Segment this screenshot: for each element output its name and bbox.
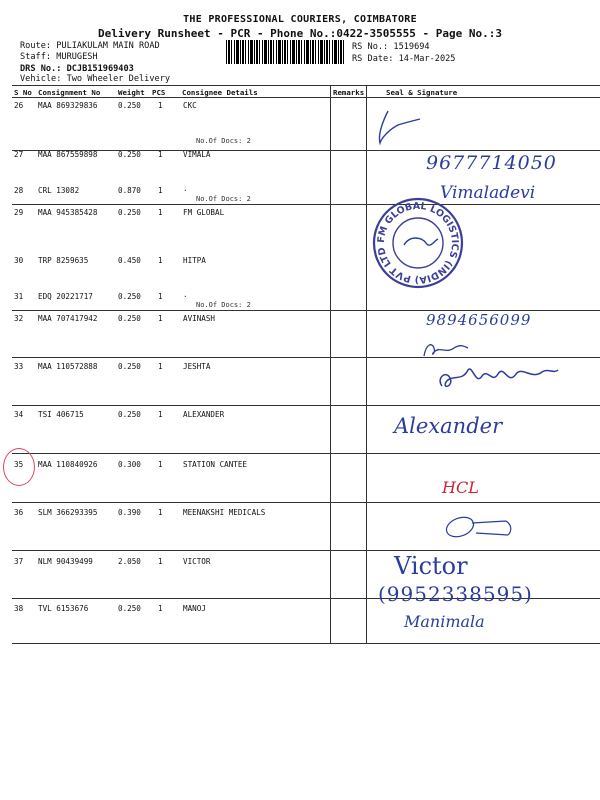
signature-jeshta <box>432 356 562 396</box>
signature-ckc <box>368 105 428 149</box>
row-consignee: VICTOR <box>183 557 211 566</box>
row-weight: 0.250 <box>118 150 141 159</box>
row-consignee: JESHTA <box>183 362 211 371</box>
col-consignee: Consignee Details <box>182 88 258 97</box>
row-sno: 30 <box>14 256 24 265</box>
company-title: THE PROFESSIONAL COURIERS, COIMBATORE <box>183 14 417 25</box>
drs-number: DRS No.: DCJB151969403 <box>20 64 134 74</box>
docs-count: No.Of Docs: 2 <box>196 195 251 203</box>
rs-number: RS No.: 1519694 <box>352 42 430 52</box>
row-consignment-no: SLM 366293395 <box>38 508 98 517</box>
row-weight: 0.870 <box>118 186 141 195</box>
row-consignment-no: TRP 8259635 <box>38 256 89 265</box>
row-weight: 0.250 <box>118 314 141 323</box>
row-consignment-no: MAA 707417942 <box>38 314 98 323</box>
row-weight: 0.250 <box>118 101 141 110</box>
staff-label: Staff: MURUGESH <box>20 52 98 62</box>
signature-meenakshi <box>436 505 516 550</box>
row-consignee: VIMALA <box>183 150 211 159</box>
col-weight: Weight <box>118 88 145 97</box>
row-consignee: . <box>183 290 188 299</box>
row-consignment-no: MAA 110840926 <box>38 460 98 469</box>
row-pcs: 1 <box>158 557 163 566</box>
row-separator <box>12 204 600 205</box>
runsheet-subtitle: Delivery Runsheet - PCR - Phone No.:0422-3505555 - Page No.:3 <box>98 27 502 40</box>
remarks-left-border <box>330 85 331 644</box>
row-separator <box>12 502 600 503</box>
col-remarks: Remarks <box>333 88 365 97</box>
vehicle-label: Vehicle: Two Wheeler Delivery <box>20 74 171 84</box>
row-sno: 32 <box>14 314 24 323</box>
row-pcs: 1 <box>158 186 163 195</box>
barcode-image <box>226 40 344 64</box>
row-weight: 0.390 <box>118 508 141 517</box>
row-sno: 27 <box>14 150 24 159</box>
row-weight: 0.300 <box>118 460 141 469</box>
row-consignment-no: MAA 945385428 <box>38 208 98 217</box>
row-consignee: ALEXANDER <box>183 410 225 419</box>
row-weight: 0.250 <box>118 208 141 217</box>
handwritten-phone-victor: (9952338595) <box>378 582 533 606</box>
docs-count: No.Of Docs: 2 <box>196 137 251 145</box>
row-weight: 0.250 <box>118 292 141 301</box>
row-separator <box>12 150 600 151</box>
handwritten-signature-alexander: Alexander <box>394 414 503 438</box>
row-pcs: 1 <box>158 256 163 265</box>
route-label: Route: PULIAKULAM MAIN ROAD <box>20 41 160 51</box>
row-consignment-no: MAA 867559898 <box>38 150 98 159</box>
table-top-border <box>12 85 600 86</box>
row-sno: 28 <box>14 186 24 195</box>
row-consignment-no: NLM 90439499 <box>38 557 93 566</box>
docs-count: No.Of Docs: 2 <box>196 301 251 309</box>
row-pcs: 1 <box>158 410 163 419</box>
row-pcs: 1 <box>158 460 163 469</box>
row-pcs: 1 <box>158 208 163 217</box>
row-pcs: 1 <box>158 508 163 517</box>
handwritten-signature-manoj: Manimala <box>404 612 485 631</box>
row-sno: 29 <box>14 208 24 217</box>
svg-text:FM GLOBAL LOGISTICS (INDIA) PV: FM GLOBAL LOGISTICS (INDIA) PVT LTD <box>375 200 461 286</box>
row-pcs: 1 <box>158 314 163 323</box>
row-consignment-no: EDQ 20221717 <box>38 292 93 301</box>
row-separator <box>12 453 600 454</box>
row-weight: 0.250 <box>118 362 141 371</box>
col-consignment: Consignment No <box>38 88 101 97</box>
row-consignee: STATION CANTEE <box>183 460 248 469</box>
handwritten-signature-victor: Victor <box>394 552 468 580</box>
row-consignee: MANOJ <box>183 604 206 613</box>
row-consignment-no: MAA 110572888 <box>38 362 98 371</box>
rs-date: RS Date: 14-Mar-2025 <box>352 54 456 64</box>
row-weight: 2.050 <box>118 557 141 566</box>
handwritten-phone-vimala: 9677714050 <box>426 152 557 174</box>
row-consignment-no: CRL 13082 <box>38 186 80 195</box>
col-sno: S No <box>14 88 32 97</box>
row-pcs: 1 <box>158 604 163 613</box>
row-pcs: 1 <box>158 292 163 301</box>
row-sno: 35 <box>14 460 24 469</box>
handwritten-hcl-mark: HCL <box>442 478 479 497</box>
row-sno: 37 <box>14 557 24 566</box>
row-pcs: 1 <box>158 362 163 371</box>
row-pcs: 1 <box>158 150 163 159</box>
row-sno: 36 <box>14 508 24 517</box>
row-consignee: . <box>183 184 188 193</box>
row-sno: 38 <box>14 604 24 613</box>
row-consignment-no: MAA 869329836 <box>38 101 98 110</box>
row-pcs: 1 <box>158 101 163 110</box>
row-consignee: FM GLOBAL <box>183 208 225 217</box>
row-weight: 0.450 <box>118 256 141 265</box>
handwritten-signature-vimala: Vimaladevi <box>440 183 536 203</box>
row-sno: 34 <box>14 410 24 419</box>
row-consignment-no: TVL 6153676 <box>38 604 89 613</box>
row-sno: 26 <box>14 101 24 110</box>
row-separator <box>12 405 600 406</box>
row-consignee: MEENAKSHI MEDICALS <box>183 508 266 517</box>
row-consignee: AVINASH <box>183 314 216 323</box>
row-weight: 0.250 <box>118 410 141 419</box>
header-bottom-border <box>12 97 600 98</box>
table-bottom-border <box>12 643 600 644</box>
row-consignee: CKC <box>183 101 197 110</box>
row-consignment-no: TSI 406715 <box>38 410 84 419</box>
row-consignee: HITPA <box>183 256 206 265</box>
handwritten-phone-avinash: 9894656099 <box>426 311 532 329</box>
remarks-right-border <box>366 85 367 644</box>
row-sno: 33 <box>14 362 24 371</box>
row-sno: 31 <box>14 292 24 301</box>
col-seal-signature: Seal & Signature <box>386 88 458 97</box>
row-weight: 0.250 <box>118 604 141 613</box>
row-separator <box>12 550 600 551</box>
company-seal-stamp <box>372 197 464 289</box>
col-pcs: PCS <box>152 88 166 97</box>
